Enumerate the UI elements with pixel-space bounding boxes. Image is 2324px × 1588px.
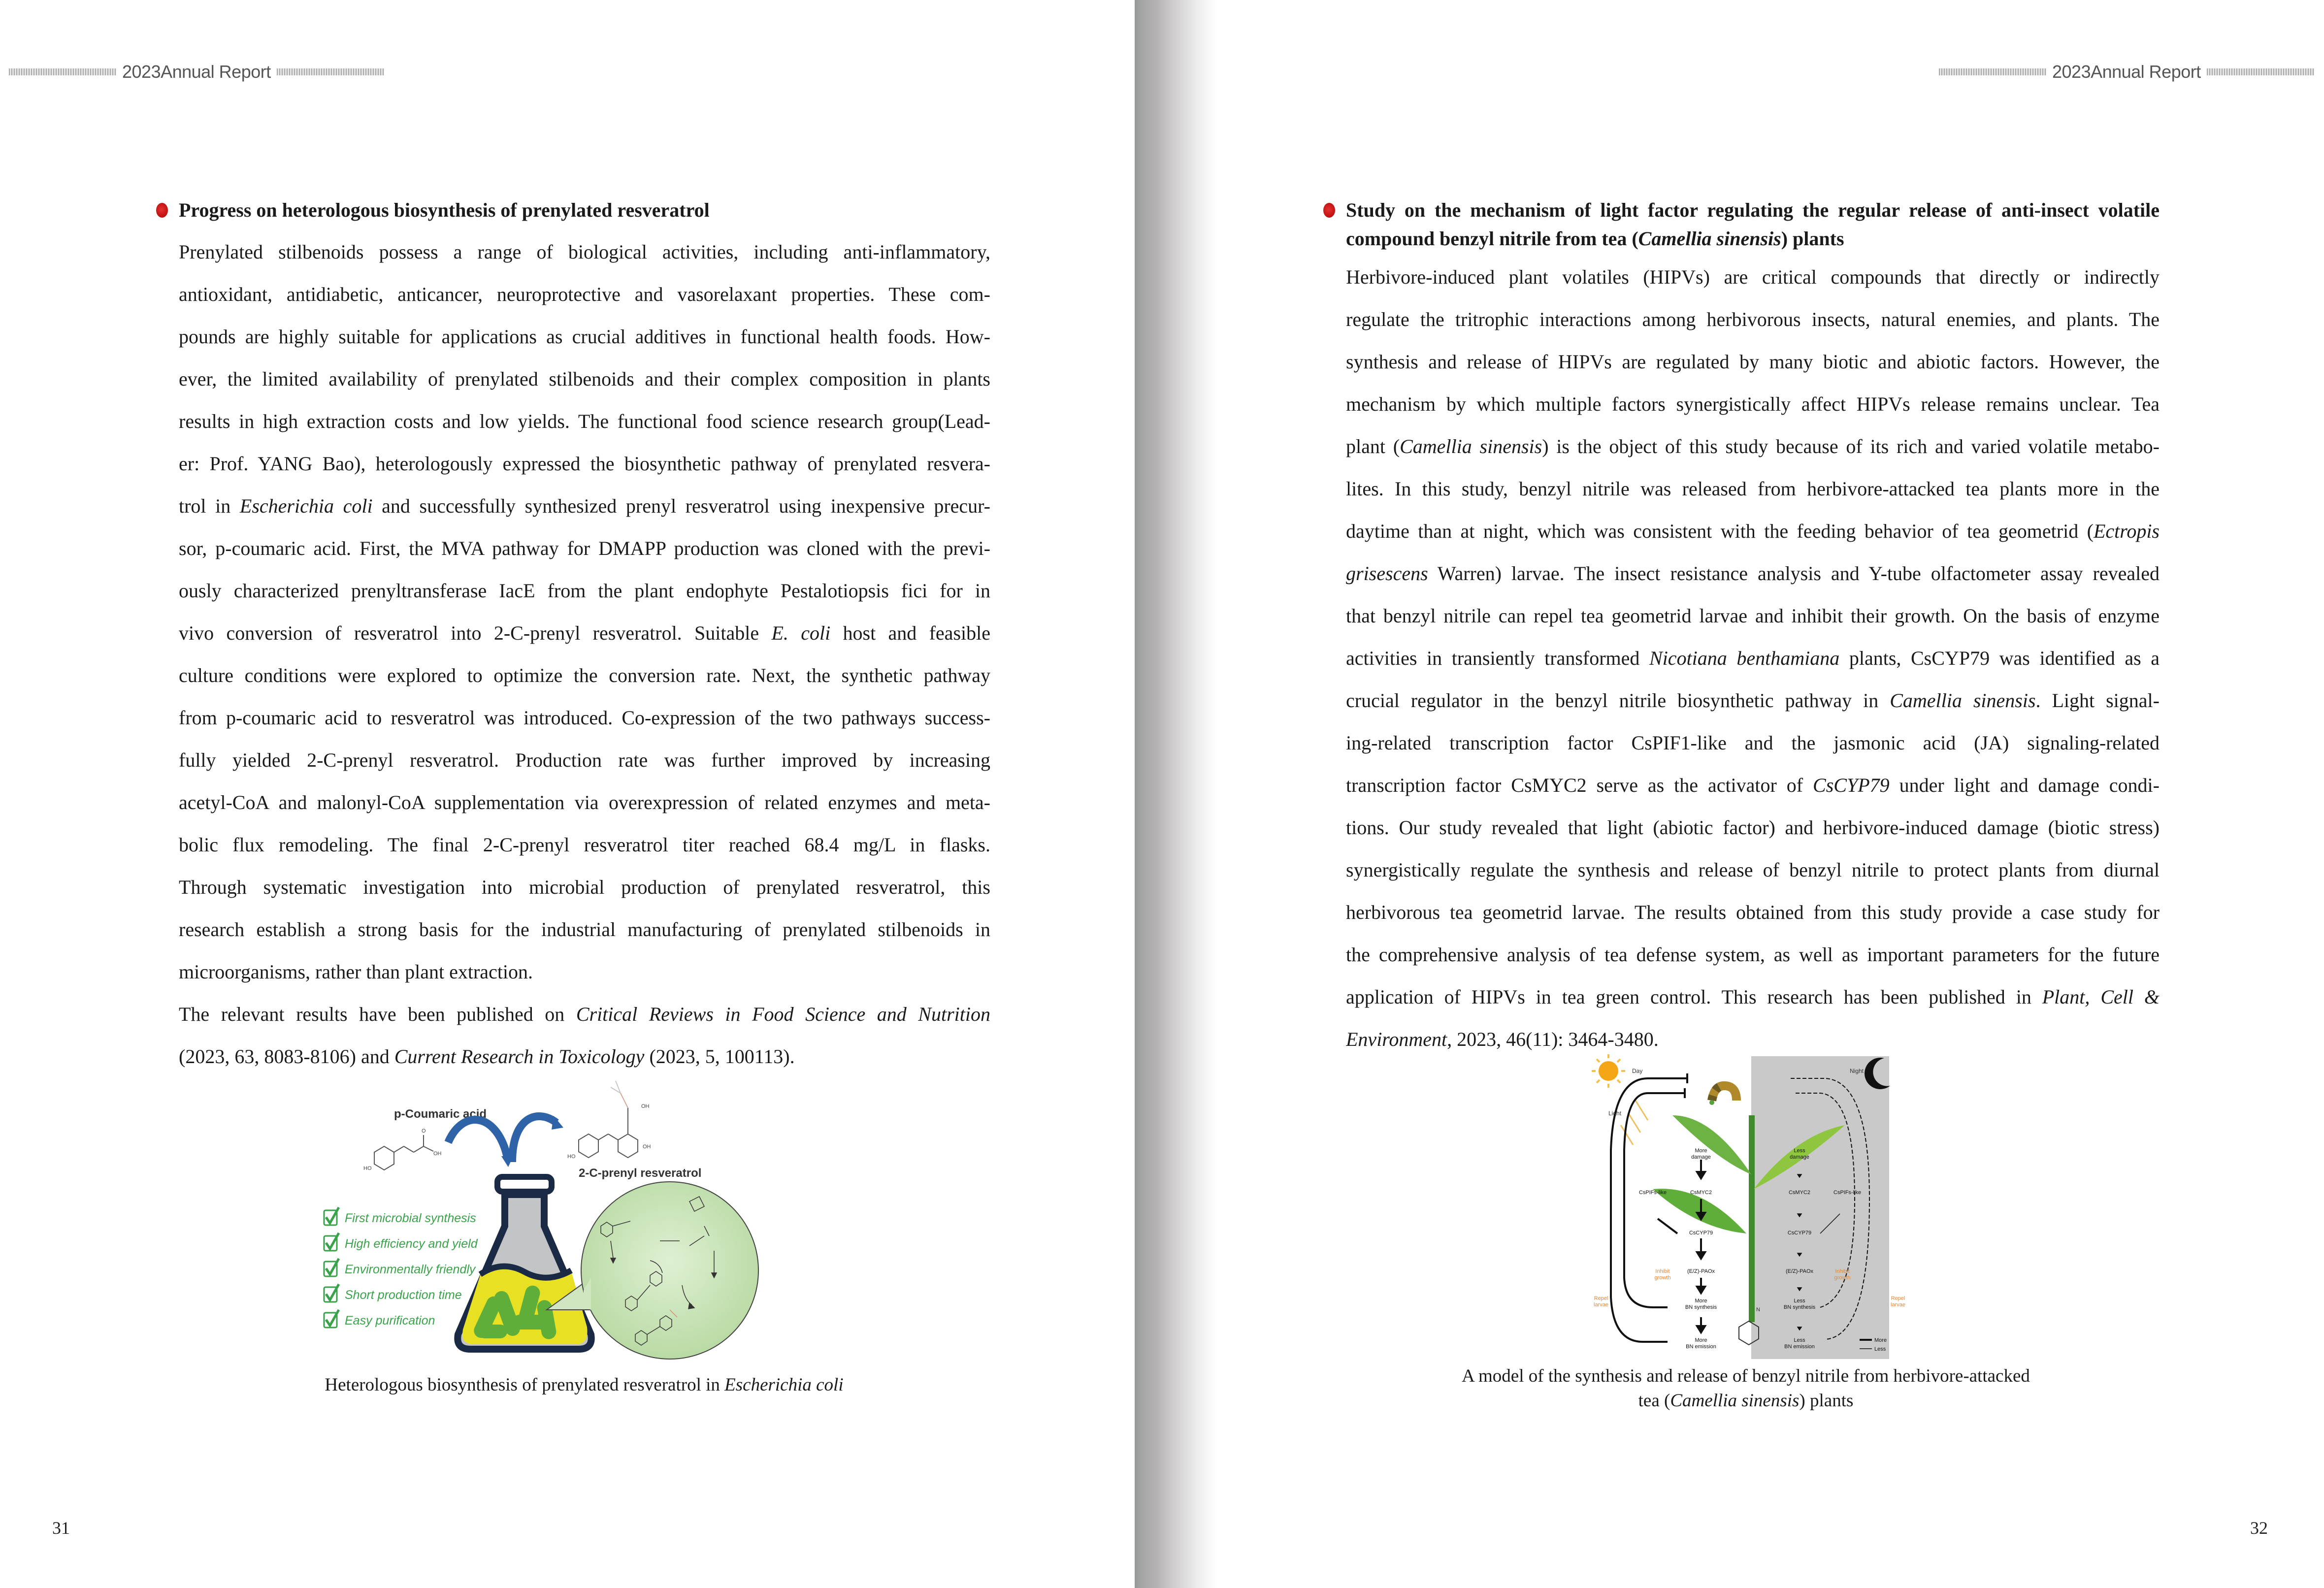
text-segment: acetyl-CoA and malonyl-CoA supplementation via overexpression of related enzymes and meta- — [179, 791, 990, 813]
caterpillar-icon — [1709, 1086, 1736, 1105]
svg-text:Less: Less — [1794, 1337, 1805, 1343]
running-header-right — [1939, 61, 2314, 83]
text-line — [179, 866, 990, 908]
italic-text: Ectropis — [2093, 520, 2160, 542]
svg-text:larvae: larvae — [1891, 1302, 1905, 1308]
text-segment: The relevant results have been published on — [179, 1003, 576, 1025]
svg-text:CsPIFs-like: CsPIFs-like — [1833, 1190, 1862, 1196]
header-rule — [1939, 68, 2046, 75]
svg-text:Repel: Repel — [1594, 1296, 1608, 1301]
text-line — [179, 612, 990, 654]
p-coumaric-acid-structure — [374, 1135, 433, 1170]
svg-text:Environmentally friendly: Environmentally friendly — [345, 1263, 476, 1276]
text-segment: plants, CsCYP79 was identified as a — [1839, 647, 2160, 669]
text-segment: under light and damage condi- — [1889, 774, 2160, 796]
svg-text:CsPIFs-like: CsPIFs-like — [1638, 1190, 1667, 1196]
italic-text: Nicotiana benthamiana — [1649, 647, 1840, 669]
text-line — [1346, 680, 2160, 722]
svg-text:larvae: larvae — [1594, 1302, 1608, 1308]
text-segment: er: Prof. YANG Bao), heterologously expressed the biosynthetic pathway of prenylated resvera- — [179, 453, 990, 475]
italic-text: Environment — [1346, 1028, 1447, 1050]
left-page — [0, 0, 1135, 1588]
svg-text:O: O — [422, 1128, 426, 1134]
substrate-label: p-Coumaric acid — [394, 1107, 487, 1121]
italic-text: Current Research in Toxicology — [394, 1045, 645, 1068]
svg-text:First microbial synthesis: First microbial synthesis — [345, 1211, 476, 1225]
night-panel — [1751, 1056, 1889, 1359]
svg-text:Inhibit: Inhibit — [1835, 1268, 1850, 1274]
header-rule — [9, 68, 116, 75]
text-line — [179, 739, 990, 781]
italic-text: CsCYP79 — [1813, 774, 1890, 796]
text-line — [1346, 552, 2160, 595]
text-line — [179, 697, 990, 739]
text-segment: herbivorous tea geometrid larvae. The results obtained from this study provide a case study for — [1346, 901, 2160, 923]
page-number-left: 31 — [52, 1518, 70, 1538]
svg-text:Night: Night — [1850, 1068, 1864, 1074]
text-line — [1346, 976, 2160, 1018]
svg-text:(E/Z)-PAOx: (E/Z)-PAOx — [1687, 1268, 1715, 1274]
text-line — [179, 951, 990, 993]
text-line — [1346, 807, 2160, 849]
text-segment: tions. Our study revealed that light (abiotic factor) and herbivore-induced damage (biotic stress) — [1346, 816, 2160, 839]
text-line — [179, 273, 990, 316]
text-line — [179, 400, 990, 443]
text-line — [1346, 341, 2160, 383]
text-segment: regulate the tritrophic interactions among herbivorous insects, natural enemies, and plants. The — [1346, 308, 2160, 330]
checklist-item — [324, 1310, 435, 1328]
prenyl-resveratrol-structure — [579, 1081, 638, 1158]
section-title-line2: compound benzyl nitrile from tea (Camellia sinensis) plants — [1346, 227, 1844, 250]
product-label: 2-C-prenyl resveratrol — [579, 1167, 702, 1180]
text-line — [1346, 722, 2160, 764]
text-segment: ever, the limited availability of prenylated stilbenoids and their complex composition in plants — [179, 368, 990, 390]
text-line — [179, 443, 990, 485]
svg-text:N: N — [1756, 1307, 1760, 1313]
text-line — [179, 781, 990, 824]
figure-caption-right: A model of the synthesis and release of benzyl nitrile from herbivore-attacked tea (Camellia sinensis) plants — [1462, 1366, 2030, 1411]
book-gutter-shadow — [1135, 0, 1218, 1588]
section-bullet-icon — [156, 203, 168, 218]
text-segment: ) is the object of this study because of its rich and varied volatile metabo- — [1542, 435, 2160, 457]
text-segment: host and feasible — [830, 622, 990, 644]
figure-caption-left: Heterologous biosynthesis of prenylated resveratrol in Escherichia coli — [325, 1375, 844, 1395]
svg-text:Less: Less — [1794, 1148, 1805, 1154]
checklist-item — [324, 1284, 462, 1302]
text-line — [179, 993, 990, 1036]
pathway-bubble — [581, 1182, 758, 1359]
text-segment: (2023, 5, 100113). — [644, 1045, 795, 1068]
svg-text:Light: Light — [1608, 1110, 1622, 1117]
svg-text:Short production time: Short production time — [345, 1288, 462, 1302]
text-segment: the comprehensive analysis of tea defense system, as well as important parameters for the future — [1346, 943, 2160, 966]
text-segment: lites. In this study, benzyl nitrile was released from herbivore-attacked tea plants more in the — [1346, 478, 2160, 500]
svg-text:OH: OH — [643, 1144, 651, 1150]
svg-text:Less: Less — [1794, 1298, 1805, 1304]
section-title-line1: Study on the mechanism of light factor regulating the regular release of anti-insect volatile — [1346, 199, 2160, 221]
checklist-item — [324, 1259, 476, 1276]
svg-text:CsMYC2: CsMYC2 — [1690, 1190, 1712, 1196]
text-line — [1346, 383, 2160, 425]
svg-text:damage: damage — [1691, 1154, 1711, 1160]
text-segment: mechanism by which multiple factors synergistically affect HIPVs release remains unclear. Tea — [1346, 393, 2160, 415]
text-line — [1346, 425, 2160, 468]
svg-text:Repel: Repel — [1891, 1296, 1905, 1301]
text-line — [1346, 595, 2160, 637]
text-segment: sor, p-coumaric acid. First, the MVA pathway for DMAPP production was cloned with the previ- — [179, 537, 990, 559]
text-segment: pounds are highly suitable for applications as crucial additives in functional health foods. How- — [179, 325, 990, 348]
text-segment: and successfully synthesized prenyl resveratrol using inexpensive precur- — [372, 495, 990, 517]
italic-text: Camellia sinensis — [1890, 689, 2036, 712]
text-line — [1346, 849, 2160, 891]
svg-text:Easy purification: Easy purification — [345, 1314, 435, 1328]
text-segment: Prenylated stilbenoids possess a range of biological activities, including anti-inflammatory, — [179, 241, 990, 263]
text-line — [179, 527, 990, 570]
text-segment: Through systematic investigation into microbial production of prenylated resveratrol, this — [179, 876, 990, 898]
svg-text:BN synthesis: BN synthesis — [1685, 1304, 1717, 1310]
svg-text:(E/Z)-PAOx: (E/Z)-PAOx — [1785, 1268, 1814, 1274]
text-line — [179, 316, 990, 358]
text-segment: transcription factor CsMYC2 serve as the activator of — [1346, 774, 1813, 796]
svg-text:growth: growth — [1834, 1275, 1851, 1281]
svg-text:OH: OH — [641, 1103, 650, 1109]
figure-prenylated-resveratrol — [315, 1078, 852, 1369]
header-title: 2023Annual Report — [2052, 62, 2201, 82]
svg-text:More: More — [1695, 1148, 1707, 1154]
leaf — [1672, 1115, 1751, 1174]
text-segment: fully yielded 2-C-prenyl resveratrol. Production rate was further improved by increasing — [179, 749, 990, 771]
svg-text:Inhibit: Inhibit — [1655, 1268, 1670, 1274]
svg-text:BN emission: BN emission — [1784, 1344, 1815, 1350]
figure-benzyl-nitrile-model — [1589, 1051, 1914, 1361]
italic-text: Camellia sinensis — [1400, 435, 1542, 457]
italic-text: Critical Reviews in Food Science and Nutrition — [576, 1003, 990, 1025]
italic-text: grisescens — [1346, 562, 1428, 584]
svg-text:damage: damage — [1790, 1154, 1809, 1160]
text-line — [1346, 764, 2160, 807]
arrow-in-icon — [448, 1120, 507, 1157]
svg-text:BN synthesis: BN synthesis — [1783, 1304, 1816, 1310]
text-line — [1346, 891, 2160, 934]
section-title: Progress on heterologous biosynthesis of prenylated resveratrol — [179, 199, 710, 221]
text-segment: culture conditions were explored to optimize the conversion rate. Next, the synthetic pathway — [179, 664, 990, 686]
text-segment: ously characterized prenyltransferase IacE from the plant endophyte Pestalotiopsis fici for in — [179, 580, 990, 602]
text-segment: (2023, 63, 8083-8106) and — [179, 1045, 394, 1068]
text-line — [1346, 934, 2160, 976]
svg-text:More: More — [1695, 1298, 1707, 1304]
checklist-item — [324, 1207, 476, 1225]
header-rule — [277, 68, 384, 75]
text-segment: results in high extraction costs and low yields. The functional food science research group(Lead- — [179, 410, 990, 432]
text-line — [179, 570, 990, 612]
text-segment: Herbivore-induced plant volatiles (HIPVs) are critical compounds that directly or indirectly — [1346, 266, 2160, 288]
checklist-item — [324, 1233, 478, 1251]
header-rule — [2207, 68, 2314, 75]
text-segment: microorganisms, rather than plant extraction. — [179, 961, 533, 983]
svg-text:Day: Day — [1632, 1068, 1643, 1074]
text-segment: that benzyl nitrile can repel tea geometrid larvae and inhibit their growth. On the basis of enzyme — [1346, 605, 2160, 627]
running-header-left — [9, 61, 384, 83]
benefits-checklist — [324, 1207, 478, 1328]
svg-text:CsMYC2: CsMYC2 — [1788, 1190, 1811, 1196]
text-segment: , 2023, 46(11): 3464-3480. — [1447, 1028, 1659, 1050]
text-segment: activities in transiently transformed — [1346, 647, 1650, 669]
text-segment: from p-coumaric acid to resveratrol was introduced. Co-expression of the two pathways success- — [179, 707, 990, 729]
svg-text:High efficiency and yield: High efficiency and yield — [345, 1237, 478, 1251]
text-line — [179, 654, 990, 697]
sun-icon — [1592, 1054, 1625, 1088]
text-line — [179, 231, 990, 273]
text-segment: ing-related transcription factor CsPIF1-like and the jasmonic acid (JA) signaling-related — [1346, 732, 2160, 754]
text-segment: synthesis and release of HIPVs are regulated by many biotic and abiotic factors. However, the — [1346, 351, 2160, 373]
text-line — [179, 908, 990, 951]
text-segment: vivo conversion of resveratrol into 2-C-prenyl resveratrol. Suitable — [179, 622, 772, 644]
flask-icon — [458, 1177, 591, 1349]
text-line — [179, 1036, 990, 1078]
italic-text: Plant, Cell & — [2042, 986, 2160, 1008]
section-bullet-icon — [1323, 203, 1335, 218]
text-segment: . Light signal- — [2035, 689, 2160, 712]
svg-text:CsCYP79: CsCYP79 — [1689, 1230, 1713, 1236]
italic-text: Escherichia coli — [239, 495, 373, 517]
page-number-right: 32 — [2250, 1518, 2268, 1538]
italic-text: E. coli — [771, 622, 831, 644]
text-line — [179, 358, 990, 400]
text-segment: application of HIPVs in tea green control. This research has been published in — [1346, 986, 2042, 1008]
svg-text:More: More — [1874, 1337, 1887, 1343]
svg-text:OH: OH — [433, 1151, 442, 1157]
text-segment: synergistically regulate the synthesis and release of benzyl nitrile to protect plants from diurnal — [1346, 859, 2160, 881]
svg-text:growth: growth — [1654, 1275, 1671, 1281]
text-line — [1346, 510, 2160, 552]
header-title: 2023Annual Report — [122, 62, 271, 82]
arrow-out-icon — [512, 1116, 556, 1162]
plant-stem — [1749, 1115, 1755, 1322]
text-segment: plant ( — [1346, 435, 1400, 457]
text-line — [1346, 256, 2160, 298]
text-segment: crucial regulator in the benzyl nitrile biosynthetic pathway in — [1346, 689, 1890, 712]
text-segment: research establish a strong basis for the industrial manufacturing of prenylated stilbenoids in — [179, 918, 990, 940]
text-segment: antioxidant, antidiabetic, anticancer, neuroprotective and vasorelaxant properties. These com- — [179, 283, 990, 305]
text-line — [1346, 298, 2160, 341]
svg-text:BN emission: BN emission — [1686, 1344, 1716, 1350]
text-segment: daytime than at night, which was consistent with the feeding behavior of tea geometrid ( — [1346, 520, 2094, 542]
text-line — [1346, 637, 2160, 680]
text-segment: bolic flux remodeling. The final 2-C-prenyl resveratrol titer reached 68.4 mg/L in flasks. — [179, 834, 990, 856]
svg-text:CsCYP79: CsCYP79 — [1787, 1230, 1812, 1236]
svg-text:HO: HO — [567, 1154, 576, 1160]
text-line — [179, 485, 990, 527]
text-line — [179, 824, 990, 866]
text-segment: trol in — [179, 495, 240, 517]
svg-text:Less: Less — [1874, 1346, 1886, 1352]
text-line — [1346, 468, 2160, 510]
svg-text:HO: HO — [363, 1166, 372, 1171]
svg-text:More: More — [1695, 1337, 1707, 1343]
text-segment: Warren) larvae. The insect resistance analysis and Y-tube olfactometer assay revealed — [1428, 562, 2160, 584]
